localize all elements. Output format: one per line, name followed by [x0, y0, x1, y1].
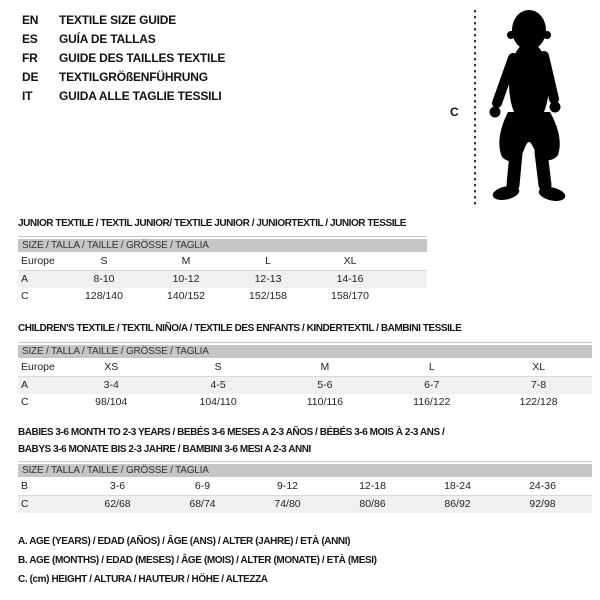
size-cell: 74/80 — [274, 498, 301, 510]
language-row-it — [22, 87, 225, 106]
language-label: TEXTILE SIZE GUIDE — [59, 13, 177, 27]
size-cell: 128/140 — [85, 290, 123, 302]
filler-cell — [585, 477, 592, 495]
table-row-height — [18, 496, 592, 513]
legend-line-a: A. AGE (YEARS) / EDAD (AÑOS) / ÂGE (ANS) / ALTER (JAHRE) / ETÀ (ANNI) — [18, 536, 351, 547]
size-cell: 110/116 — [306, 396, 344, 408]
section-title-junior: JUNIOR TEXTILE / TEXTIL JUNIOR/ TEXTILE JUNIOR / JUNIORTEXTIL / JUNIOR TESSILE — [18, 218, 406, 229]
size-cell: 116/122 — [413, 396, 451, 408]
junior-size-table — [18, 236, 427, 305]
size-cell: 3-6 — [109, 480, 126, 492]
size-cell: 140/152 — [167, 290, 205, 302]
language-label: GUIDA ALLE TAGLIE TESSILI — [59, 89, 222, 103]
height-measure-dotted-line — [474, 10, 476, 208]
filler-cell — [585, 496, 592, 513]
size-cell: 3-4 — [103, 379, 119, 391]
section-title-babies-line1: BABIES 3-6 MONTH TO 2-3 YEARS / BEBÉS 3-6 MESES A 2-3 AÑOS / BÉBÉS 3-6 MOIS À 2-3 ANS / — [18, 427, 445, 438]
section-title-babies-line2: BABYS 3-6 MONATE BIS 2-3 JAHRE / BAMBINI 3-6 MESI A 2-3 ANNI — [18, 444, 311, 455]
measurement-legend — [18, 532, 377, 589]
language-row-fr — [22, 49, 225, 68]
table-row-europe — [18, 252, 427, 271]
baby-shorts — [499, 112, 559, 162]
row-label: A — [21, 273, 29, 285]
table-row-height — [18, 288, 427, 305]
table-row-months — [18, 477, 592, 496]
size-cell: L — [428, 361, 435, 373]
language-list — [22, 11, 225, 106]
language-code: ES — [22, 32, 38, 46]
size-cell: 68/74 — [189, 498, 216, 510]
language-row-es — [22, 30, 225, 49]
size-cell: 6-7 — [424, 379, 440, 391]
size-cell: 152/158 — [249, 290, 287, 302]
size-cell: XL — [343, 255, 357, 267]
row-label: B — [21, 480, 29, 492]
size-header-bar: SIZE / TALLA / TAILLE / GRÖSSE / TAGLIA — [18, 345, 592, 358]
filler-cell — [391, 271, 427, 288]
baby-left-leg — [513, 153, 516, 185]
size-cell: 122/128 — [519, 396, 558, 408]
size-cell: 62/68 — [104, 498, 131, 510]
children-size-table — [18, 342, 592, 411]
size-cell: M — [320, 361, 330, 373]
section-title-children: CHILDREN'S TEXTILE / TEXTIL NIÑO/A / TEXTILE DES ENFANTS / KINDERTEXTIL / BAMBINI TESSILE — [18, 323, 462, 334]
baby-silhouette — [484, 6, 576, 208]
language-label: GUIDE DES TAILLES TEXTILE — [59, 51, 226, 65]
size-cell: 8-10 — [93, 273, 115, 285]
size-cell: S — [100, 255, 108, 267]
row-label: A — [21, 379, 29, 391]
language-row-en — [22, 11, 225, 30]
size-cell: XS — [104, 361, 119, 373]
section-title-babies — [18, 424, 444, 458]
baby-left-hand — [490, 107, 501, 118]
language-code: IT — [22, 89, 33, 103]
baby-right-hand — [550, 102, 561, 113]
babies-size-table — [18, 461, 592, 513]
size-cell: 9-12 — [276, 480, 298, 492]
size-header-bar: SIZE / TALLA / TAILLE / GRÖSSE / TAGLIA — [18, 239, 427, 252]
size-cell: 80/86 — [359, 498, 386, 510]
language-code: FR — [22, 51, 38, 65]
row-label: Europe — [21, 361, 55, 373]
language-code: DE — [22, 70, 39, 84]
filler-cell — [391, 252, 427, 270]
row-label: C — [21, 498, 29, 510]
row-label: Europe — [21, 255, 55, 267]
size-cell: 12-13 — [254, 273, 282, 285]
row-label: C — [21, 396, 29, 408]
language-code: EN — [22, 13, 39, 27]
height-measure-label: C — [450, 105, 459, 119]
size-cell: 104/110 — [199, 396, 237, 408]
table-row-age — [18, 377, 592, 394]
size-cell: 98/104 — [95, 396, 128, 408]
table-row-europe — [18, 358, 592, 377]
language-row-de — [22, 68, 225, 87]
size-cell: 12-18 — [359, 480, 386, 492]
language-label: GUÍA DE TALLAS — [59, 32, 156, 46]
size-header-bar: SIZE / TALLA / TAILLE / GRÖSSE / TAGLIA — [18, 464, 592, 477]
table-row-height — [18, 394, 592, 411]
size-cell: 5-6 — [317, 379, 333, 391]
baby-right-leg — [541, 152, 545, 185]
size-cell: 18-24 — [444, 480, 471, 492]
size-cell: 158/170 — [331, 290, 369, 302]
size-cell: 4-5 — [210, 379, 226, 391]
size-cell: 7-8 — [531, 379, 547, 391]
size-cell: 24-36 — [529, 480, 556, 492]
size-cell: S — [214, 361, 222, 373]
size-cell: 14-16 — [336, 273, 364, 285]
size-cell: XL — [532, 361, 546, 373]
size-cell: 10-12 — [172, 273, 200, 285]
size-cell: 92/98 — [529, 498, 556, 510]
size-cell: L — [265, 255, 271, 267]
legend-line-b: B. AGE (MONTHS) / EDAD (MESES) / ÂGE (MOIS) / ALTER (MONATE) / ETÀ (MESI) — [18, 555, 377, 566]
legend-line-c: C. (cm) HEIGHT / ALTURA / HAUTEUR / HÖHE / ALTEZZA — [18, 574, 268, 585]
size-cell: 86/92 — [444, 498, 471, 510]
row-label: C — [21, 290, 29, 302]
table-row-age — [18, 271, 427, 288]
size-cell: 6-9 — [194, 480, 211, 492]
filler-cell — [391, 288, 427, 305]
size-cell: M — [181, 255, 191, 267]
language-label: TEXTILGRÖßENFÜHRUNG — [59, 70, 208, 84]
